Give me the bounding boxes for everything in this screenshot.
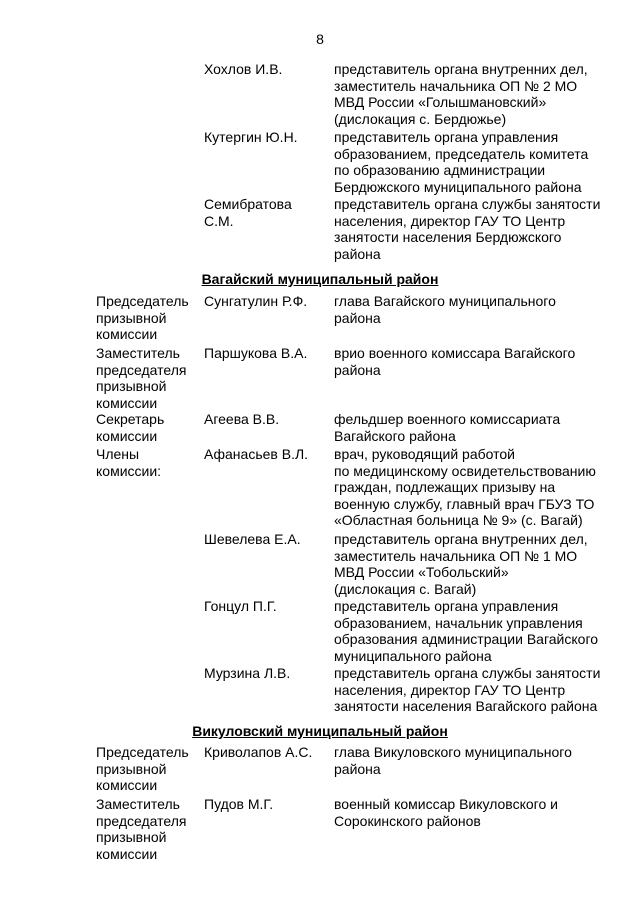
page-number: 8 <box>316 31 324 47</box>
member-name: Сунгатулин Р.Ф. <box>204 293 308 309</box>
member-role: Члены комиссии: <box>96 446 162 479</box>
section-title-vagai: Вагайский муниципальный район <box>201 271 439 287</box>
member-name: Пудов М.Г. <box>204 796 274 812</box>
member-position: представитель органа управления образованием, председатель комитета по образованию администрации Бердюжского муниципального района <box>334 129 589 195</box>
member-name: Агеева В.В. <box>204 411 280 427</box>
member-name: Шевелева Е.А. <box>204 531 301 547</box>
section-title-vikulovo: Викуловский муниципальный район <box>192 723 448 739</box>
member-role: Заместитель председателя призывной комиссии <box>96 345 187 411</box>
member-role: Председатель призывной комиссии <box>96 744 189 794</box>
member-position: представитель органа службы занятости населения, директор ГАУ ТО Центр занятости населения Вагайского района <box>334 665 601 715</box>
member-position: представитель органа управления образованием, начальник управления образования администрации Вагайского муниципального района <box>334 598 599 664</box>
member-position: представитель органа службы занятости населения, директор ГАУ ТО Центр занятости населения Бердюжского района <box>334 196 601 262</box>
member-position: глава Вагайского муниципального района <box>334 293 556 326</box>
member-name: Гонцул П.Г. <box>204 598 277 614</box>
member-name: Кутергин Ю.Н. <box>204 129 298 145</box>
member-name: Семибратова С.М. <box>204 196 292 229</box>
member-position: представитель органа внутренних дел, заместитель начальника ОП № 1 МО МВД России «Тобольский» (дислокация с. Вагай) <box>334 531 588 597</box>
member-name: Паршукова В.А. <box>204 345 308 361</box>
member-name: Хохлов И.В. <box>204 61 283 77</box>
member-name: Криволапов А.С. <box>204 744 313 760</box>
member-name: Афанасьев В.Л. <box>204 446 309 462</box>
member-role: Председатель призывной комиссии <box>96 293 189 343</box>
member-role: Заместитель председателя призывной комиссии <box>96 796 187 862</box>
member-position: врач, руководящий работой по медицинскому освидетельствованию граждан, подлежащих призыву на военную службу, главный врач ГБУЗ ТО «Областная больница № 9» (с. Вагай) <box>334 446 596 529</box>
member-position: фельдшер военного комиссариата Вагайского района <box>334 411 561 444</box>
member-position: представитель органа внутренних дел, заместитель начальника ОП № 2 МО МВД России «Голышмановский» (дислокация с. Бердюжье) <box>334 61 588 127</box>
member-position: глава Викуловского муниципального района <box>334 744 572 777</box>
member-name: Мурзина Л.В. <box>204 665 291 681</box>
member-position: военный комиссар Викуловского и Сорокинского районов <box>334 796 558 829</box>
member-role: Секретарь комиссии <box>96 411 165 444</box>
member-position: врио военного комиссара Вагайского района <box>334 345 576 378</box>
